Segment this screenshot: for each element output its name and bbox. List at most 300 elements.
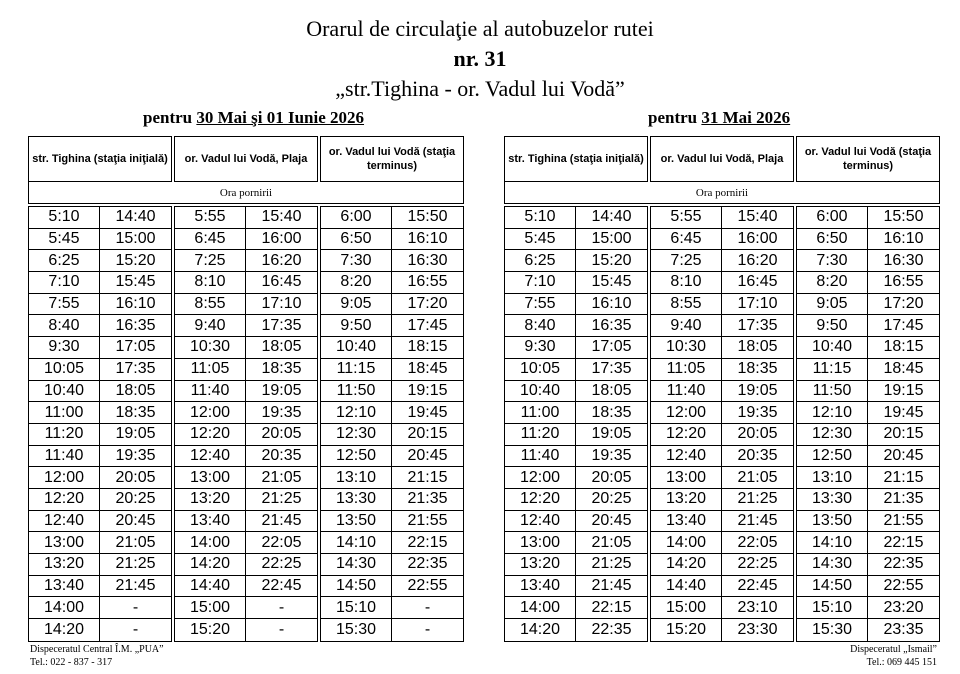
table-row bbox=[505, 554, 647, 576]
departure-time: 12:00 bbox=[29, 467, 100, 488]
departure-time: 7:55 bbox=[29, 294, 100, 315]
table-row bbox=[797, 294, 939, 316]
departure-time: 16:45 bbox=[737, 273, 778, 291]
departure-time: 20:45 bbox=[115, 511, 156, 529]
table-row bbox=[797, 489, 939, 511]
departure-time: 18:35 bbox=[737, 360, 778, 378]
table-row bbox=[175, 576, 317, 598]
departure-time: 5:10 bbox=[505, 207, 576, 228]
table-row bbox=[505, 381, 647, 403]
departure-time: 11:50 bbox=[797, 381, 868, 402]
departure-time: 8:10 bbox=[651, 272, 722, 293]
departure-time: 10:40 bbox=[505, 381, 576, 402]
table-row bbox=[175, 489, 317, 511]
departure-time: 21:45 bbox=[591, 577, 632, 595]
departure-time: 9:30 bbox=[29, 337, 100, 358]
table-row bbox=[175, 381, 317, 403]
table-row bbox=[29, 294, 171, 316]
departure-time: 15:20 bbox=[651, 619, 722, 641]
table-row bbox=[505, 619, 647, 641]
stop-header: str. Tighina (staţia iniţială) bbox=[28, 136, 172, 182]
departure-time: 7:10 bbox=[29, 272, 100, 293]
departure-time: 14:50 bbox=[321, 576, 392, 597]
departure-time: 7:25 bbox=[175, 250, 246, 271]
stop-column bbox=[320, 206, 464, 642]
table-row bbox=[505, 337, 647, 359]
departure-time: 17:20 bbox=[407, 295, 448, 313]
departure-time: 22:05 bbox=[737, 533, 778, 551]
table-row bbox=[29, 359, 171, 381]
departure-time: 19:35 bbox=[591, 446, 632, 464]
departure-time: 22:55 bbox=[883, 577, 924, 595]
dispatcher-left-name: Dispeceratul Central Î.M. „PUA” bbox=[30, 644, 164, 655]
departure-time: 18:15 bbox=[407, 338, 448, 356]
departure-time: 15:30 bbox=[321, 619, 392, 641]
departure-time: 19:45 bbox=[883, 403, 924, 421]
departure-time: 12:00 bbox=[505, 467, 576, 488]
table-row bbox=[797, 446, 939, 468]
departure-time: 18:35 bbox=[261, 360, 302, 378]
departure-time: 10:40 bbox=[797, 337, 868, 358]
departure-time: 18:05 bbox=[737, 338, 778, 356]
departure-time: 14:20 bbox=[505, 619, 576, 641]
table-row bbox=[505, 294, 647, 316]
departure-time: 20:05 bbox=[737, 425, 778, 443]
departure-time: 18:35 bbox=[115, 403, 156, 421]
departure-time: 6:25 bbox=[29, 250, 100, 271]
departure-time: 22:25 bbox=[261, 555, 302, 573]
table-row bbox=[29, 381, 171, 403]
departure-time: 21:25 bbox=[591, 555, 632, 573]
departure-time: 18:35 bbox=[591, 403, 632, 421]
departure-time: 23:20 bbox=[883, 598, 924, 616]
departure-time: 11:15 bbox=[321, 359, 392, 380]
departure-time: 11:40 bbox=[505, 446, 576, 467]
departure-time: 22:55 bbox=[407, 577, 448, 595]
departure-time: 11:05 bbox=[651, 359, 722, 380]
table-row bbox=[175, 207, 317, 229]
departure-time: 7:30 bbox=[321, 250, 392, 271]
departure-time: 20:15 bbox=[883, 425, 924, 443]
departure-time: 9:50 bbox=[797, 315, 868, 336]
table-row bbox=[175, 315, 317, 337]
departure-time: 19:05 bbox=[261, 381, 302, 399]
departure-time: 20:45 bbox=[591, 511, 632, 529]
left-schedule-table bbox=[28, 136, 464, 642]
departure-time: 10:30 bbox=[651, 337, 722, 358]
table-row bbox=[29, 532, 171, 554]
departure-time: 20:25 bbox=[115, 490, 156, 508]
departure-time: 12:20 bbox=[175, 424, 246, 445]
departure-time: 14:00 bbox=[651, 532, 722, 553]
departure-time: 16:10 bbox=[115, 295, 156, 313]
departure-time: 12:20 bbox=[29, 489, 100, 510]
departure-time: 14:20 bbox=[29, 619, 100, 641]
dispatcher-right-name: Dispeceratul „Ismail” bbox=[850, 644, 937, 655]
table-row bbox=[651, 597, 793, 619]
departure-time: 9:40 bbox=[651, 315, 722, 336]
table-row bbox=[505, 489, 647, 511]
departure-time: 20:05 bbox=[261, 425, 302, 443]
table-row bbox=[321, 381, 463, 403]
departure-time: 19:15 bbox=[407, 381, 448, 399]
departure-time: 14:00 bbox=[175, 532, 246, 553]
departure-time: 14:40 bbox=[175, 576, 246, 597]
departure-time: 22:05 bbox=[261, 533, 302, 551]
table-row bbox=[505, 250, 647, 272]
departure-time: - bbox=[278, 620, 285, 638]
departure-time: 15:50 bbox=[407, 208, 448, 226]
departure-time: 22:35 bbox=[407, 555, 448, 573]
departure-time: 21:45 bbox=[261, 511, 302, 529]
table-row bbox=[321, 359, 463, 381]
departure-time: 16:55 bbox=[407, 273, 448, 291]
departure-time: 13:30 bbox=[321, 489, 392, 510]
departure-time: - bbox=[424, 598, 431, 616]
table-row bbox=[29, 250, 171, 272]
table-row bbox=[651, 315, 793, 337]
departure-time: 6:45 bbox=[175, 229, 246, 250]
departure-time: 16:20 bbox=[261, 251, 302, 269]
departure-time: 20:35 bbox=[261, 446, 302, 464]
departure-time: 18:05 bbox=[261, 338, 302, 356]
table-row bbox=[797, 597, 939, 619]
table-row bbox=[797, 467, 939, 489]
table-row bbox=[29, 229, 171, 251]
departure-time: 20:05 bbox=[115, 468, 156, 486]
departure-time: 20:15 bbox=[407, 425, 448, 443]
stop-column bbox=[174, 206, 318, 642]
table-row bbox=[797, 207, 939, 229]
table-row bbox=[505, 229, 647, 251]
departure-time: 17:10 bbox=[261, 295, 302, 313]
departure-time: 13:20 bbox=[175, 489, 246, 510]
departure-time: 11:50 bbox=[321, 381, 392, 402]
departure-time: 20:45 bbox=[407, 446, 448, 464]
table-row bbox=[651, 489, 793, 511]
departure-time: 22:15 bbox=[407, 533, 448, 551]
departure-time: 20:35 bbox=[737, 446, 778, 464]
departure-time: 22:15 bbox=[591, 598, 632, 616]
departure-time: 21:15 bbox=[407, 468, 448, 486]
table-row bbox=[175, 250, 317, 272]
departure-time: 16:35 bbox=[115, 316, 156, 334]
departure-time: 19:45 bbox=[407, 403, 448, 421]
table-row bbox=[505, 467, 647, 489]
table-row bbox=[651, 359, 793, 381]
departure-time: 18:05 bbox=[115, 381, 156, 399]
departure-time: 7:30 bbox=[797, 250, 868, 271]
departure-time: 11:00 bbox=[29, 402, 100, 423]
departure-time: 21:55 bbox=[407, 511, 448, 529]
departure-time: 11:00 bbox=[505, 402, 576, 423]
departure-time: 13:20 bbox=[651, 489, 722, 510]
table-row bbox=[321, 511, 463, 533]
table-row bbox=[505, 272, 647, 294]
departure-time: 13:00 bbox=[29, 532, 100, 553]
table-row bbox=[651, 424, 793, 446]
departure-time: 19:05 bbox=[115, 425, 156, 443]
departure-time: 13:50 bbox=[797, 511, 868, 532]
table-row bbox=[321, 532, 463, 554]
table-row bbox=[29, 424, 171, 446]
departure-time: 8:55 bbox=[175, 294, 246, 315]
departure-time: 11:20 bbox=[505, 424, 576, 445]
table-row bbox=[505, 402, 647, 424]
departure-time: 15:00 bbox=[175, 597, 246, 618]
departure-time: 17:35 bbox=[261, 316, 302, 334]
departure-time: 6:50 bbox=[321, 229, 392, 250]
departure-time: 19:35 bbox=[261, 403, 302, 421]
table-row bbox=[797, 532, 939, 554]
departure-time: 22:35 bbox=[591, 620, 632, 638]
table-row bbox=[321, 402, 463, 424]
departure-time: 17:35 bbox=[737, 316, 778, 334]
table-row bbox=[175, 597, 317, 619]
departure-time: 12:40 bbox=[29, 511, 100, 532]
departure-time: 5:55 bbox=[651, 207, 722, 228]
departure-time: 16:35 bbox=[591, 316, 632, 334]
table-row bbox=[175, 402, 317, 424]
departure-time: 19:35 bbox=[115, 446, 156, 464]
departure-time: 21:05 bbox=[737, 468, 778, 486]
table-row bbox=[651, 402, 793, 424]
table-row bbox=[651, 294, 793, 316]
departure-time: 11:05 bbox=[175, 359, 246, 380]
timetable-columns bbox=[28, 206, 464, 642]
table-row bbox=[505, 446, 647, 468]
departure-time: 21:05 bbox=[591, 533, 632, 551]
departure-time: 8:20 bbox=[797, 272, 868, 293]
table-row bbox=[29, 402, 171, 424]
right-schedule-table bbox=[504, 136, 940, 642]
table-row bbox=[797, 554, 939, 576]
departure-time: 20:45 bbox=[883, 446, 924, 464]
departure-time: 18:45 bbox=[407, 360, 448, 378]
departure-time: 23:35 bbox=[883, 620, 924, 638]
table-row bbox=[321, 467, 463, 489]
table-row bbox=[651, 250, 793, 272]
departure-time: 15:50 bbox=[883, 208, 924, 226]
departure-time: 8:20 bbox=[321, 272, 392, 293]
departure-time: 15:10 bbox=[797, 597, 868, 618]
title-line-1: Orarul de circulaţie al autobuzelor rutei bbox=[306, 16, 654, 41]
departure-time: 7:10 bbox=[505, 272, 576, 293]
departure-time: 16:00 bbox=[261, 230, 302, 248]
departure-time: 12:00 bbox=[175, 402, 246, 423]
departure-time: 12:00 bbox=[651, 402, 722, 423]
departure-time: 11:40 bbox=[651, 381, 722, 402]
table-row bbox=[651, 381, 793, 403]
departure-time: 7:25 bbox=[651, 250, 722, 271]
departure-time: 17:45 bbox=[883, 316, 924, 334]
table-row bbox=[651, 272, 793, 294]
table-row bbox=[321, 489, 463, 511]
table-row bbox=[29, 207, 171, 229]
departure-time: 16:55 bbox=[883, 273, 924, 291]
departure-time: 15:20 bbox=[115, 251, 156, 269]
departure-time: 8:10 bbox=[175, 272, 246, 293]
table-row bbox=[321, 597, 463, 619]
table-row bbox=[651, 576, 793, 598]
departure-time: 23:30 bbox=[737, 620, 778, 638]
table-row bbox=[29, 597, 171, 619]
departure-time: 16:45 bbox=[261, 273, 302, 291]
table-row bbox=[175, 294, 317, 316]
table-row bbox=[29, 467, 171, 489]
departure-time: 17:05 bbox=[115, 338, 156, 356]
table-row bbox=[175, 511, 317, 533]
departure-time: 17:10 bbox=[737, 295, 778, 313]
table-row bbox=[797, 619, 939, 641]
left-period-label: pentru 30 Mai şi 01 Iunie 2026 bbox=[143, 108, 365, 127]
departure-time: 13:40 bbox=[175, 511, 246, 532]
timetable-columns bbox=[504, 206, 940, 642]
departure-time: 8:40 bbox=[29, 315, 100, 336]
table-row bbox=[797, 511, 939, 533]
departure-time: 5:55 bbox=[175, 207, 246, 228]
table-row bbox=[321, 424, 463, 446]
departure-time: 20:05 bbox=[591, 468, 632, 486]
departure-time: 13:40 bbox=[505, 576, 576, 597]
departure-time: 23:10 bbox=[737, 598, 778, 616]
departure-time: - bbox=[424, 620, 431, 638]
departure-time: 10:40 bbox=[321, 337, 392, 358]
table-row bbox=[651, 532, 793, 554]
departure-time: 15:00 bbox=[591, 230, 632, 248]
table-row bbox=[321, 315, 463, 337]
departure-time: 12:40 bbox=[505, 511, 576, 532]
departure-time: 14:40 bbox=[115, 208, 156, 226]
departure-time: 12:50 bbox=[797, 446, 868, 467]
departure-time: 15:00 bbox=[115, 230, 156, 248]
table-row bbox=[505, 424, 647, 446]
departure-time: 18:45 bbox=[883, 360, 924, 378]
table-row bbox=[651, 229, 793, 251]
departure-time: 8:55 bbox=[651, 294, 722, 315]
departure-time-label: Ora pornirii bbox=[28, 182, 464, 204]
stop-column bbox=[28, 206, 172, 642]
departure-time: 13:00 bbox=[175, 467, 246, 488]
stop-header: or. Vadul lui Vodă (staţia terminus) bbox=[796, 136, 940, 182]
departure-time: 6:00 bbox=[797, 207, 868, 228]
table-row bbox=[797, 576, 939, 598]
departure-time: 13:00 bbox=[651, 467, 722, 488]
departure-time: 22:45 bbox=[737, 577, 778, 595]
departure-time: 12:20 bbox=[505, 489, 576, 510]
departure-time: 15:45 bbox=[115, 273, 156, 291]
stop-column bbox=[796, 206, 940, 642]
departure-time: 14:00 bbox=[505, 597, 576, 618]
departure-time: 16:00 bbox=[737, 230, 778, 248]
departure-time: 14:40 bbox=[591, 208, 632, 226]
table-row bbox=[29, 511, 171, 533]
table-row bbox=[797, 359, 939, 381]
departure-time: 19:15 bbox=[883, 381, 924, 399]
departure-time: 15:40 bbox=[737, 208, 778, 226]
departure-time: 22:45 bbox=[261, 577, 302, 595]
table-row bbox=[505, 576, 647, 598]
table-row bbox=[797, 250, 939, 272]
departure-time: 15:30 bbox=[797, 619, 868, 641]
departure-time: 6:50 bbox=[797, 229, 868, 250]
departure-time: 19:35 bbox=[737, 403, 778, 421]
dispatcher-right-phone: Tel.: 069 445 151 bbox=[866, 657, 937, 668]
table-row bbox=[651, 207, 793, 229]
departure-time: 21:55 bbox=[883, 511, 924, 529]
departure-time: 14:00 bbox=[29, 597, 100, 618]
departure-time: 21:45 bbox=[115, 577, 156, 595]
departure-time: 17:05 bbox=[591, 338, 632, 356]
departure-time: 21:25 bbox=[115, 555, 156, 573]
departure-time: 16:10 bbox=[591, 295, 632, 313]
right-period-dates: 31 Mai 2026 bbox=[701, 108, 791, 127]
table-row bbox=[797, 272, 939, 294]
departure-time: - bbox=[132, 598, 139, 616]
departure-time: 17:35 bbox=[591, 360, 632, 378]
departure-time: - bbox=[132, 620, 139, 638]
table-row bbox=[175, 424, 317, 446]
departure-time: 9:05 bbox=[797, 294, 868, 315]
table-row bbox=[175, 619, 317, 641]
departure-time: 5:45 bbox=[505, 229, 576, 250]
table-row bbox=[175, 467, 317, 489]
table-row bbox=[651, 554, 793, 576]
departure-time: - bbox=[278, 598, 285, 616]
table-row bbox=[175, 554, 317, 576]
departure-time: 14:40 bbox=[651, 576, 722, 597]
table-row bbox=[651, 511, 793, 533]
departure-time: 15:40 bbox=[261, 208, 302, 226]
departure-time: 11:40 bbox=[29, 446, 100, 467]
footer-left bbox=[30, 643, 164, 669]
departure-time: 13:20 bbox=[505, 554, 576, 575]
departure-time: 13:10 bbox=[797, 467, 868, 488]
departure-time: 19:05 bbox=[591, 425, 632, 443]
departure-time: 6:00 bbox=[321, 207, 392, 228]
departure-time: 11:40 bbox=[175, 381, 246, 402]
departure-time-label: Ora pornirii bbox=[504, 182, 940, 204]
departure-time: 15:00 bbox=[651, 597, 722, 618]
departure-time: 13:10 bbox=[321, 467, 392, 488]
departure-time: 13:30 bbox=[797, 489, 868, 510]
table-row bbox=[29, 272, 171, 294]
departure-time: 17:20 bbox=[883, 295, 924, 313]
table-row bbox=[505, 597, 647, 619]
table-row bbox=[29, 446, 171, 468]
table-row bbox=[651, 467, 793, 489]
table-row bbox=[651, 337, 793, 359]
table-row bbox=[29, 619, 171, 641]
departure-time: 20:25 bbox=[591, 490, 632, 508]
stop-header-row bbox=[28, 136, 464, 182]
departure-time: 10:05 bbox=[29, 359, 100, 380]
right-period-label: pentru 31 Mai 2026 bbox=[648, 108, 791, 127]
table-row bbox=[505, 532, 647, 554]
left-period-dates: 30 Mai şi 01 Iunie 2026 bbox=[196, 108, 365, 127]
departure-time: 15:10 bbox=[321, 597, 392, 618]
departure-time: 14:50 bbox=[797, 576, 868, 597]
table-row bbox=[29, 554, 171, 576]
table-row bbox=[651, 446, 793, 468]
departure-time: 17:45 bbox=[407, 316, 448, 334]
table-row bbox=[505, 315, 647, 337]
table-row bbox=[797, 229, 939, 251]
departure-time: 14:10 bbox=[797, 532, 868, 553]
table-row bbox=[175, 446, 317, 468]
departure-time: 12:50 bbox=[321, 446, 392, 467]
table-row bbox=[175, 359, 317, 381]
